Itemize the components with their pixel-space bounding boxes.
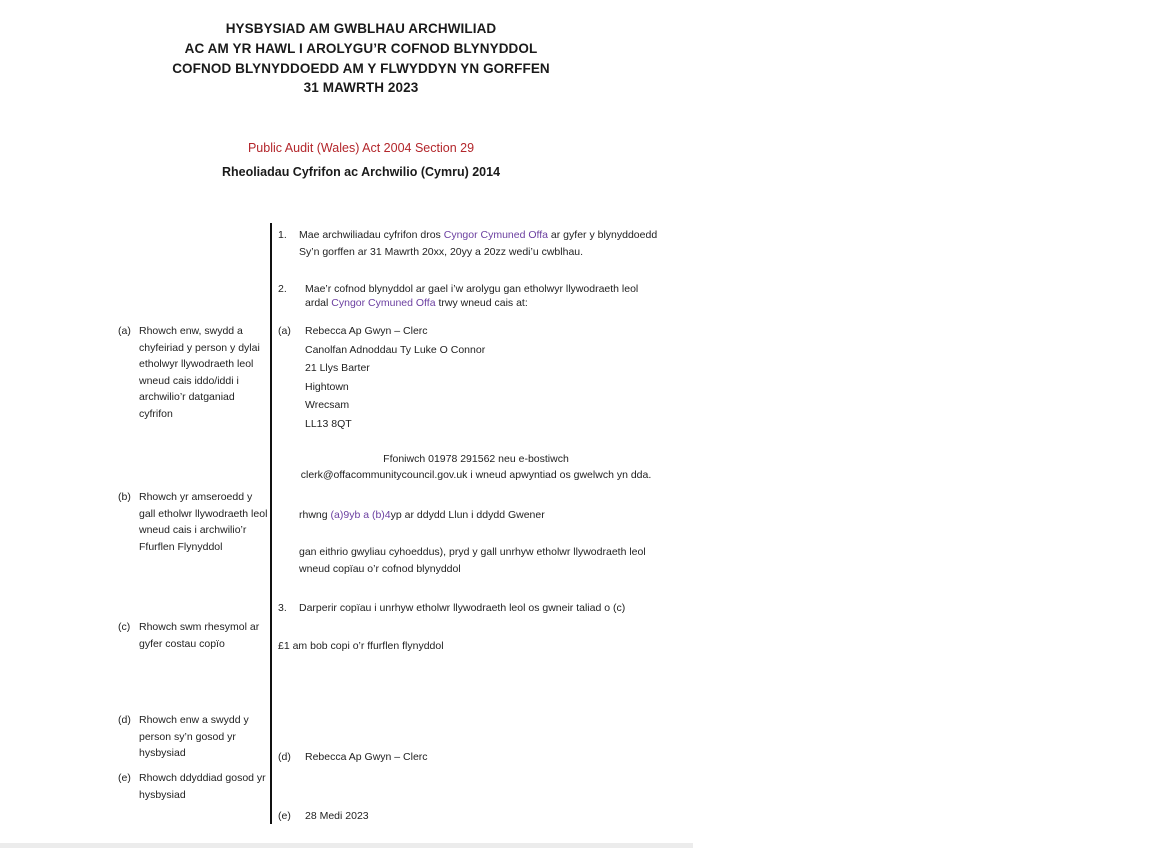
label-d-text: Rhowch enw a swydd y person sy’n gosod yr hysbysiad [139, 714, 249, 759]
phone-line: Ffoniwch 01978 291562 neu e-bostiwch [383, 453, 569, 465]
title-line-3: COFNOD BLYNYDDOEDD AM Y FLWYDDYN YN GORFFEN [172, 61, 550, 76]
label-e-key: (e) [118, 772, 131, 784]
address-line: Rebecca Ap Gwyn – Clerc [305, 325, 428, 337]
address-line: Wrecsam [305, 399, 350, 411]
title-line-1: HYSBYSIAD AM GWBLHAU ARCHWILIAD [225, 21, 497, 36]
item-2-number: 2. [278, 283, 287, 295]
label-c-key: (c) [118, 621, 131, 633]
title-line-4: 31 MAWRTH 2023 [303, 80, 419, 95]
label-b-key: (b) [118, 491, 131, 503]
act-reference: Public Audit (Wales) Act 2004 Section 29 [247, 141, 475, 155]
label-a-text: Rhowch enw, swydd a chyfeiriad y person y dylai etholwyr llywodraeth leol wneud cais iddo/iddi i archwilio’r datganiad cyfrifon [139, 325, 260, 420]
item-2-line-1: Mae’r cofnod blynyddol ar gael i’w arolygu gan etholwyr llywodraeth leol [305, 283, 639, 295]
hours-highlight: (a)9yb a (b)4 [330, 509, 391, 521]
column-divider [270, 223, 272, 824]
hours-line: rhwng (a)9yb a (b)4yp ar ddydd Llun i ddydd Gwener [299, 509, 545, 521]
regulations-reference: Rheoliadau Cyfrifon ac Archwilio (Cymru) 2014 [221, 165, 501, 179]
page-edge [0, 843, 693, 848]
holiday-line-1: gan eithrio gwyliau cyhoeddus), pryd y gall unrhyw etholwr llywodraeth leol [299, 546, 646, 558]
e-text: 28 Medi 2023 [305, 810, 369, 822]
address-line: Canolfan Adnoddau Ty Luke O Connor [305, 344, 486, 356]
address-line: 21 Llys Barter [305, 362, 370, 374]
d-key: (d) [278, 751, 291, 763]
council-name: Cyngor Cymuned Offa [443, 229, 549, 241]
item-3-text: Darperir copïau i unrhyw etholwr llywodraeth leol os gwneir taliad o (c) [299, 602, 626, 614]
council-name: Cyngor Cymuned Offa [331, 297, 436, 309]
cost-line: £1 am bob copi o’r ffurflen flynyddol [278, 640, 444, 652]
e-key: (e) [278, 810, 291, 822]
label-e-text: Rhowch ddyddiad gosod yr hysbysiad [139, 772, 266, 801]
title-line-2: AC AM YR HAWL I AROLYGU’R COFNOD BLYNYDDOL [184, 41, 538, 56]
address-key: (a) [278, 325, 291, 337]
label-a-key: (a) [118, 325, 131, 337]
label-d-key: (d) [118, 714, 131, 726]
item-2-line-2: ardal Cyngor Cymuned Offa trwy wneud cais at: [305, 297, 528, 309]
item-3-number: 3. [278, 602, 287, 614]
holiday-line-2: wneud copïau o’r cofnod blynyddol [299, 563, 461, 575]
item-1-line-1: Mae archwiliadau cyfrifon dros Cyngor Cymuned Offa ar gyfer y blynyddoedd [299, 229, 658, 241]
label-c-text: Rhowch swm rhesymol ar gyfer costau copïo [139, 621, 260, 650]
d-text: Rebecca Ap Gwyn – Clerc [305, 751, 428, 763]
item-1-line-2: Sy’n gorffen ar 31 Mawrth 20xx, 20yy a 20zz wedi’u cwblhau. [299, 246, 584, 258]
label-b-text: Rhowch yr amseroedd y gall etholwr llywodraeth leol wneud cais i archwilio’r Ffurflen Flynyddol [139, 491, 268, 553]
address-line: Hightown [305, 381, 349, 393]
address-line: LL13 8QT [305, 418, 352, 430]
email-line: clerk@offacommunitycouncil.gov.uk i wneud apwyntiad os gwelwch yn dda. [300, 469, 652, 481]
item-1-number: 1. [278, 229, 287, 241]
